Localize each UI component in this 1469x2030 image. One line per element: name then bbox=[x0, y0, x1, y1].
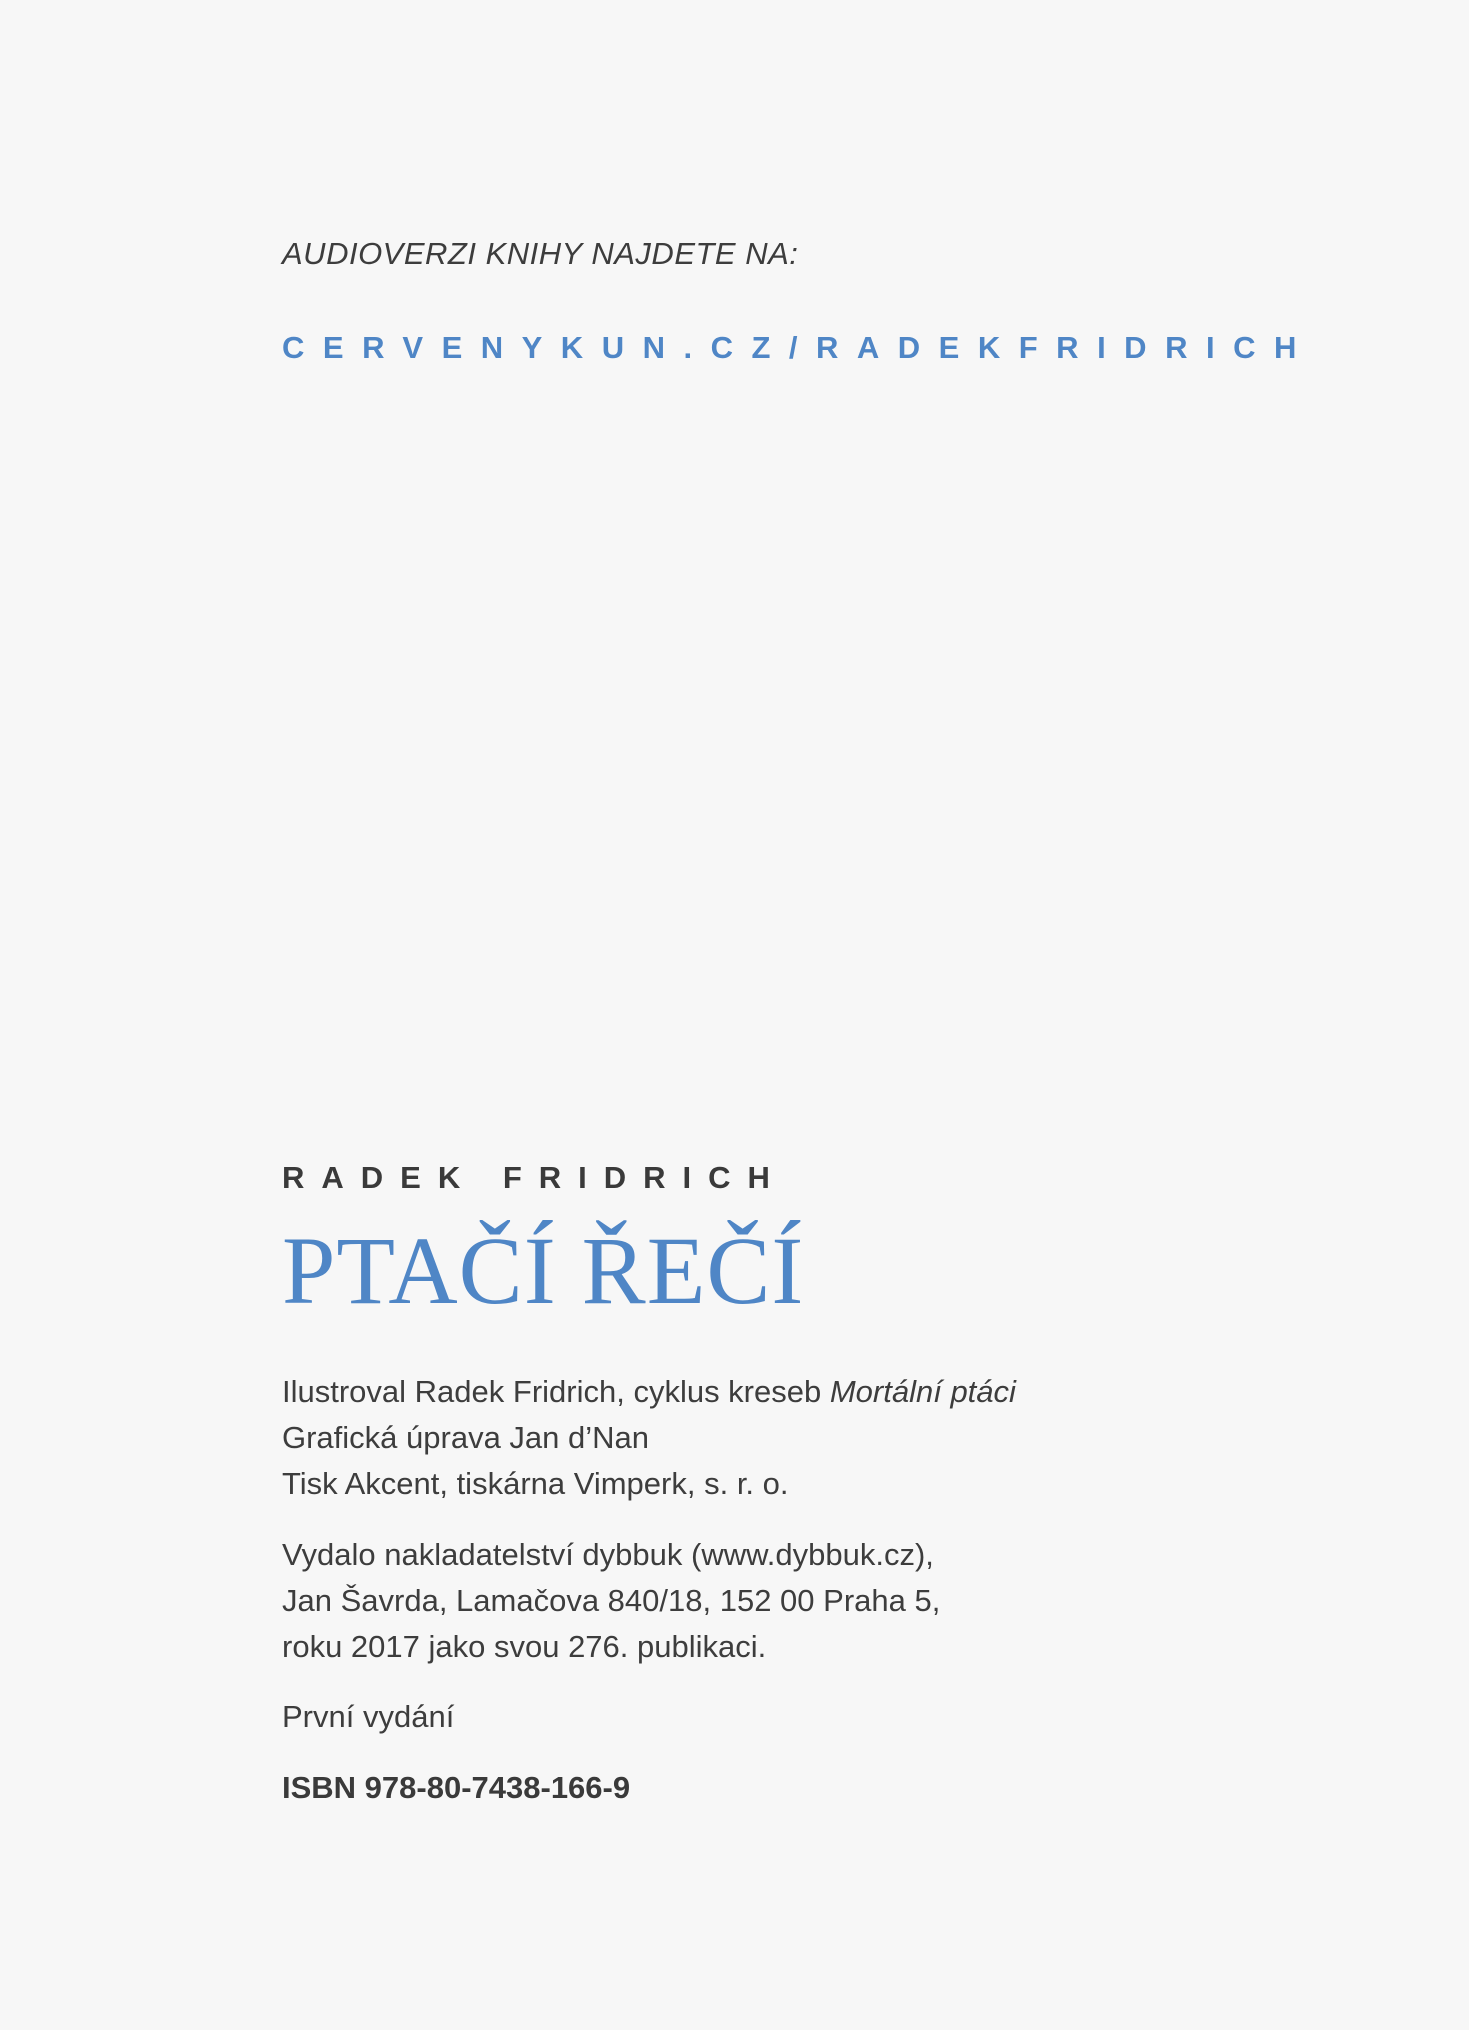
publisher-line-3: roku 2017 jako svou 276. publikaci. bbox=[282, 1629, 767, 1664]
illustration-credit bbox=[282, 1369, 1016, 1415]
print-credit: Tisk Akcent, tiskárna Vimperk, s. r. o. bbox=[282, 1466, 789, 1501]
publisher-line-1: Vydalo nakladatelství dybbuk (www.dybbuk.cz), bbox=[282, 1537, 934, 1572]
edition-note: První vydání bbox=[282, 1699, 455, 1734]
audio-version-label: AUDIOVERZI KNIHY NAJDETE NA: bbox=[282, 236, 799, 271]
book-title: PTAČÍ ŘEČÍ bbox=[282, 1217, 805, 1324]
audio-version-link[interactable]: CERVENYKUN.CZ/RADEKFRIDRICH bbox=[282, 330, 1315, 365]
illustration-series-title: Mortální ptáci bbox=[829, 1374, 1016, 1409]
design-credit: Grafická úprava Jan d’Nan bbox=[282, 1420, 650, 1455]
credits-block bbox=[282, 1369, 1016, 1507]
book-author: RADEK FRIDRICH bbox=[282, 1160, 787, 1195]
publisher-line-2: Jan Šavrda, Lamačova 840/18, 152 00 Praha 5, bbox=[282, 1583, 941, 1618]
illustration-credit-text: Ilustroval Radek Fridrich, cyklus kreseb bbox=[282, 1374, 830, 1409]
isbn: ISBN 978-80-7438-166-9 bbox=[282, 1770, 631, 1805]
publisher-block bbox=[282, 1532, 940, 1670]
